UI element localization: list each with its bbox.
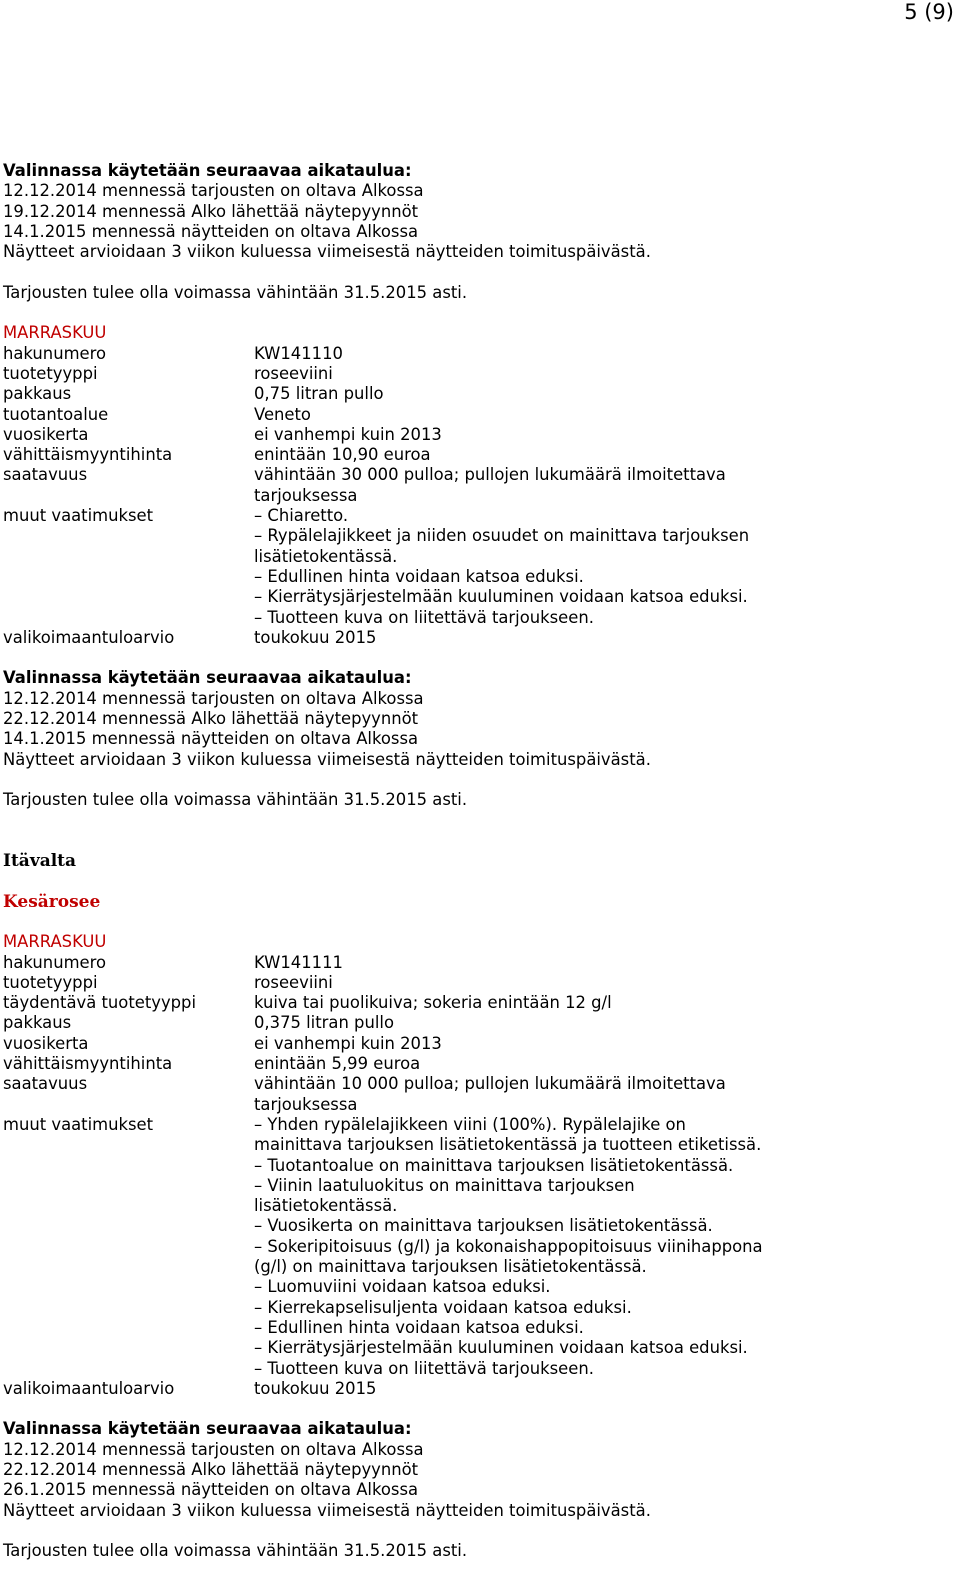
field-value: ei vanhempi kuin 2013 [254, 424, 442, 444]
field-row [3, 1074, 953, 1115]
field-label: vähittäismyyntihinta [3, 1054, 173, 1074]
field-row [3, 953, 953, 973]
requirement-line: – Yhden rypälelajikkeen viini (100%). Rypälelajike on [254, 1114, 686, 1134]
field-label: vuosikerta [3, 424, 89, 444]
requirement-line: – Vuosikerta on mainittava tarjouksen lisätietokentässä. [254, 1216, 713, 1236]
product-block-KW141110 [3, 323, 953, 668]
month-label: MARRASKUU [3, 323, 107, 343]
field-row [3, 973, 953, 993]
field-row [3, 1054, 953, 1074]
requirement-line: – Tuotantoalue on mainittava tarjouksen lisätietokentässä. [254, 1155, 734, 1175]
requirement-line: – Kierrekapselisuljenta voidaan katsoa eduksi. [254, 1297, 632, 1317]
field-value: KW141110 [254, 343, 343, 363]
schedule-line: 12.12.2014 mennessä tarjousten on oltava Alkossa [3, 1439, 424, 1459]
field-row [3, 344, 953, 364]
schedule-line: 22.12.2014 mennessä Alko lähettää näytepyynnöt [3, 709, 419, 729]
schedule-line: 14.1.2015 mennessä näytteiden on oltava Alkossa [3, 221, 419, 241]
field-value: 0,375 litran pullo [254, 1013, 394, 1033]
document-body [3, 161, 953, 1561]
category-heading: Kesärosee [3, 891, 101, 912]
requirement-line: lisätietokentässä. [254, 1196, 398, 1216]
requirement-line: mainittava tarjouksen lisätietokentässä ja tuotteen etiketissä. [254, 1135, 762, 1155]
validity-note: Tarjousten tulee olla voimassa vähintään 31.5.2015 asti. [3, 790, 468, 810]
field-row [3, 465, 953, 506]
field-value: Veneto [254, 404, 311, 424]
field-row [3, 628, 953, 648]
page-number: 5 (9) [904, 0, 954, 24]
schedule-line: 26.1.2015 mennessä näytteiden on oltava Alkossa [3, 1480, 419, 1500]
requirement-line: – Luomuviini voidaan katsoa eduksi. [254, 1277, 551, 1297]
schedule-line: 12.12.2014 mennessä tarjousten on oltava Alkossa [3, 181, 424, 201]
requirement-line: – Sokeripitoisuus (g/l) ja kokonaishappopitoisuus viinihappona [254, 1236, 763, 1256]
field-label: pakkaus [3, 384, 72, 404]
field-row [3, 384, 953, 404]
field-value: KW141111 [254, 952, 343, 972]
schedule-block-1 [3, 161, 953, 323]
field-row [3, 1013, 953, 1033]
field-value: kuiva tai puolikuiva; sokeria enintään 12 g/l [254, 993, 612, 1013]
schedule-heading: Valinnassa käytetään seuraavaa aikataulua: [3, 668, 412, 688]
schedule-heading: Valinnassa käytetään seuraavaa aikataulua: [3, 161, 412, 180]
field-label: tuotetyyppi [3, 363, 98, 383]
field-label: muut vaatimukset [3, 506, 154, 526]
field-value: ei vanhempi kuin 2013 [254, 1033, 442, 1053]
field-value: 0,75 litran pullo [254, 384, 384, 404]
field-label: vähittäismyyntihinta [3, 445, 173, 465]
field-label: hakunumero [3, 343, 107, 363]
field-label: vuosikerta [3, 1033, 89, 1053]
schedule-line: Näytteet arvioidaan 3 viikon kuluessa viimeisestä näytteiden toimituspäivästä. [3, 1500, 651, 1520]
schedule-line: Näytteet arvioidaan 3 viikon kuluessa viimeisestä näytteiden toimituspäivästä. [3, 242, 651, 262]
field-label: tuotantoalue [3, 404, 109, 424]
validity-note: Tarjousten tulee olla voimassa vähintään 31.5.2015 asti. [3, 282, 468, 302]
field-label: pakkaus [3, 1013, 72, 1033]
field-value: enintään 10,90 euroa [254, 445, 431, 465]
field-row [3, 506, 953, 628]
field-value: roseeviini [254, 972, 333, 992]
requirement-line: – Kierrätysjärjestelmään kuuluminen voidaan katsoa eduksi. [254, 587, 748, 607]
requirement-line: (g/l) on mainittava tarjouksen lisätietokentässä. [254, 1257, 647, 1277]
requirement-line: – Tuotteen kuva on liitettävä tarjoukseen. [254, 607, 594, 627]
country-heading: Itävalta [3, 851, 77, 872]
requirement-line: – Chiaretto. [254, 506, 349, 526]
field-row [3, 1379, 953, 1399]
requirement-line: – Tuotteen kuva on liitettävä tarjoukseen. [254, 1358, 594, 1378]
field-label: muut vaatimukset [3, 1114, 154, 1134]
field-value: tarjouksessa [254, 1094, 358, 1114]
field-row [3, 993, 953, 1013]
schedule-line: 22.12.2014 mennessä Alko lähettää näytepyynnöt [3, 1460, 419, 1479]
field-row [3, 364, 953, 384]
schedule-line: 12.12.2014 mennessä tarjousten on oltava Alkossa [3, 688, 424, 708]
field-label: saatavuus [3, 465, 88, 485]
field-row [3, 1115, 953, 1379]
field-row [3, 445, 953, 465]
field-label: tuotetyyppi [3, 972, 98, 992]
field-label: valikoimaantuloarvio [3, 1378, 175, 1398]
field-value: vähintään 30 000 pulloa; pullojen lukumäärä ilmoitettava [254, 465, 726, 485]
schedule-block-2 [3, 668, 953, 851]
requirement-line: lisätietokentässä. [254, 546, 398, 566]
schedule-heading: Valinnassa käytetään seuraavaa aikataulua: [3, 1419, 412, 1439]
field-value: roseeviini [254, 363, 333, 383]
requirement-line: – Viinin laatuluokitus on mainittava tarjouksen [254, 1175, 635, 1195]
schedule-block-3 [3, 1419, 953, 1561]
field-row [3, 405, 953, 425]
field-value: toukokuu 2015 [254, 627, 377, 647]
field-row [3, 425, 953, 445]
schedule-line: 19.12.2014 mennessä Alko lähettää näytepyynnöt [3, 201, 419, 221]
field-value: toukokuu 2015 [254, 1378, 377, 1398]
product-block-KW141111 [3, 932, 953, 1419]
field-label: hakunumero [3, 952, 107, 972]
field-label: täydentävä tuotetyyppi [3, 993, 197, 1013]
requirement-line: – Kierrätysjärjestelmään kuuluminen voidaan katsoa eduksi. [254, 1338, 748, 1358]
field-label: saatavuus [3, 1074, 88, 1094]
requirement-line: – Edullinen hinta voidaan katsoa eduksi. [254, 1317, 584, 1337]
schedule-line: Näytteet arvioidaan 3 viikon kuluessa viimeisestä näytteiden toimituspäivästä. [3, 749, 651, 769]
field-value: tarjouksessa [254, 485, 358, 505]
field-value: enintään 5,99 euroa [254, 1054, 421, 1074]
schedule-line: 14.1.2015 mennessä näytteiden on oltava Alkossa [3, 729, 419, 749]
requirement-line: – Edullinen hinta voidaan katsoa eduksi. [254, 566, 584, 586]
month-label: MARRASKUU [3, 932, 107, 952]
field-value: vähintään 10 000 pulloa; pullojen lukumäärä ilmoitettava [254, 1074, 726, 1094]
field-row [3, 1034, 953, 1054]
requirement-line: – Rypälelajikkeet ja niiden osuudet on mainittava tarjouksen [254, 526, 750, 546]
field-label: valikoimaantuloarvio [3, 627, 175, 647]
validity-note: Tarjousten tulee olla voimassa vähintään 31.5.2015 asti. [3, 1541, 468, 1561]
